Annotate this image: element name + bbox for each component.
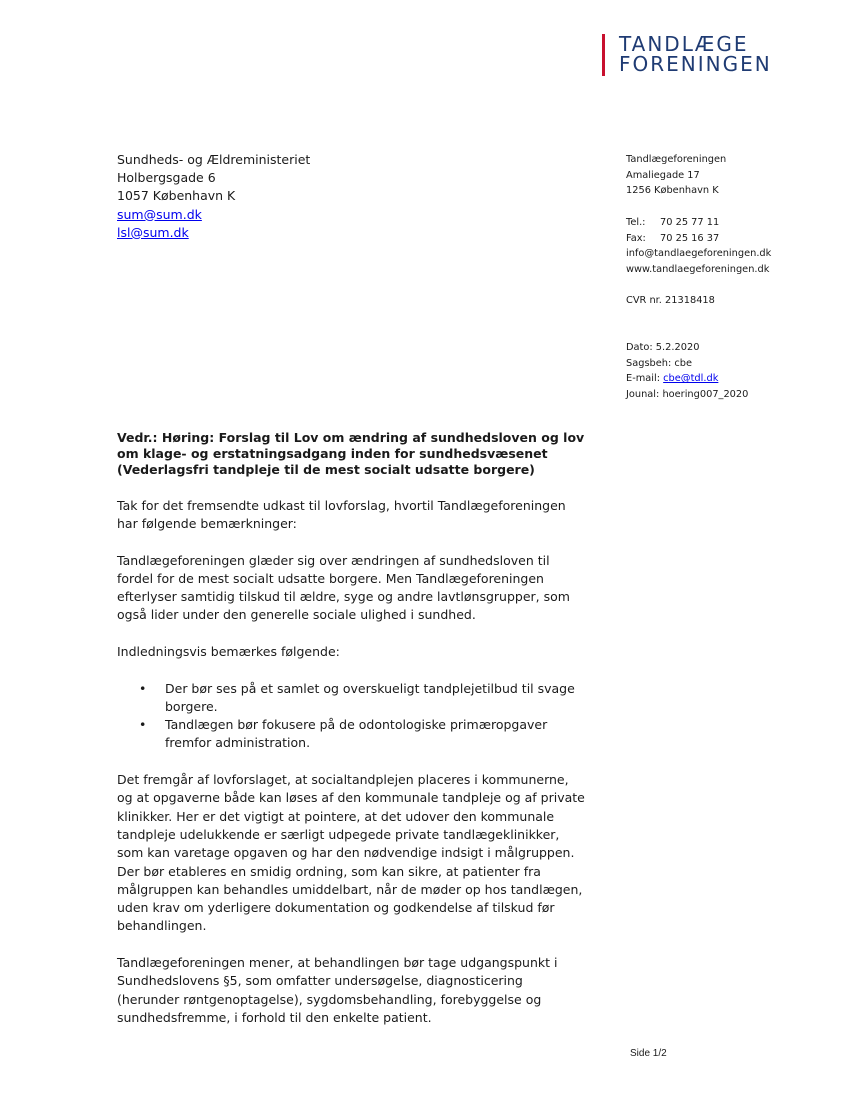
- sender-city: 1256 København K: [626, 185, 719, 197]
- tandlaegeforeningen-logo: [602, 34, 772, 76]
- recipient-email-link-1[interactable]: sum@sum.dk: [117, 206, 202, 222]
- sender-email: info@tandlaegeforeningen.dk: [626, 248, 772, 260]
- recipient-email-link-2[interactable]: lsl@sum.dk: [117, 224, 189, 240]
- recipient-name: Sundheds- og Ældreministeriet: [117, 152, 311, 167]
- bullet-item: • Tandlægen bør fokusere på de odontologiske primæropgaver fremfor administration.: [117, 716, 587, 753]
- journal-number: Jounal: hoering007_2020: [626, 389, 749, 401]
- sender-tel: Tel.: 70 25 77 11: [626, 216, 720, 228]
- case-handler: Sagsbeh: cbe: [626, 357, 693, 369]
- paragraph-3: Indledningsvis bemærkes følgende:: [117, 643, 340, 659]
- paragraph-5: Tandlægeforeningen mener, at behandlingen bør tage udgangspunkt i Sundhedslovens §5, som omfatter undersøgelse, diagnosticering (herunder røntgenoptagelse), sygdomsbehandling, forebyggelse og sundhedsfremme, i forhold til den enkelte patient.: [117, 955, 558, 1025]
- logo-line-1: TANDLÆGE: [619, 32, 749, 56]
- recipient-street: Holbergsgade 6: [117, 170, 216, 186]
- handler-email: E-mail: cbe@tdl.dk: [626, 373, 719, 385]
- bullet-list: [117, 680, 587, 753]
- sender-fax: Fax: 70 25 16 37: [626, 232, 720, 244]
- page-number: Side 1/2: [630, 1048, 667, 1059]
- paragraph-2: Tandlægeforeningen glæder sig over ændringen af sundhedsloven til fordel for de mest socialt udsatte borgere. Men Tandlægeforeningen efterlyser samtidig tilskud til ældre, syge og andre lavtlønsgrupper, som også lider under den generelle sociale ulighed i sundhed.: [117, 552, 570, 623]
- sender-web: www.tandlaegeforeningen.dk: [626, 263, 770, 275]
- letter-body: [117, 430, 587, 1046]
- handler-email-link[interactable]: cbe@tdl.dk: [663, 373, 719, 385]
- letter-subject: Vedr.: Høring: Forslag til Lov om ændring af sundhedsloven og lov om klage- og erstatningsadgang inden for sundhedsvæsenet (Vederlagsfri tandpleje til de mest socialt udsatte borgere): [117, 430, 585, 478]
- bullet-item: • Der bør ses på et samlet og overskueligt tandplejetilbud til svage borgere.: [117, 680, 587, 717]
- paragraph-4: Det fremgår af lovforslaget, at socialtandplejen placeres i kommunerne, og at opgaverne både kan løses af den kommunale tandpleje og af private klinikker. Her er det vigtigt at pointere, at det udover den kommunale tandpleje udelukkende er særligt udpegede private tandlægeklinikker, som kan varetage opgaven og har den nødvendige indsigt i målgruppen. Der bør etableres en smidig ordning, som kan sikre, at patienter fra målgruppen kan behandles umiddelbart, når de møder op hos tandlægen, uden krav om yderligere dokumentation og godkendelse af tilskud før behandlingen.: [117, 772, 585, 934]
- logo-line-2: FORENINGEN: [619, 52, 772, 76]
- sender-info: [626, 152, 771, 403]
- sender-street: Amaliegade 17: [626, 169, 700, 181]
- recipient-city: 1057 København K: [117, 188, 236, 204]
- recipient-address: [117, 151, 310, 242]
- paragraph-1: Tak for det fremsendte udkast til lovforslag, hvortil Tandlægeforeningen har følgende bemærkninger:: [117, 497, 566, 531]
- letter-date: Dato: 5.2.2020: [626, 342, 700, 353]
- sender-cvr: CVR nr. 21318418: [626, 295, 715, 307]
- sender-org: Tandlægeforeningen: [626, 154, 727, 165]
